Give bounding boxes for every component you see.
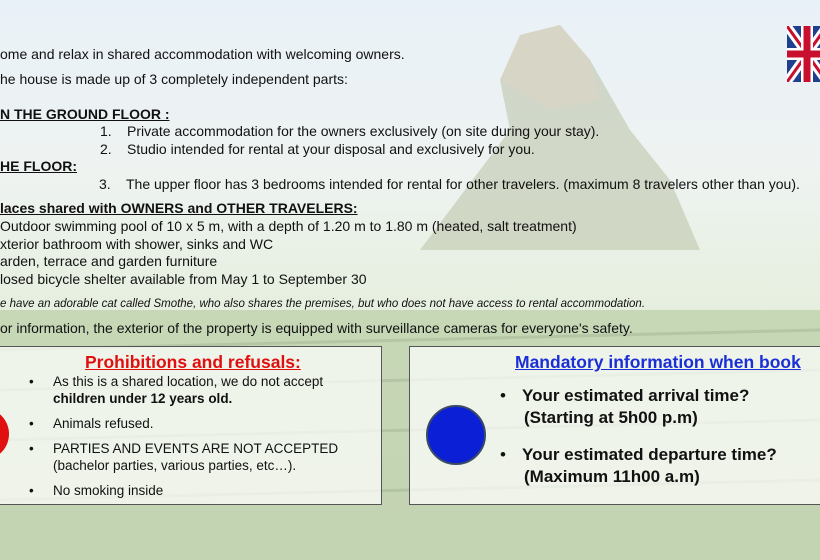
list-number: 1. — [100, 123, 112, 139]
list-item: Outdoor swimming pool of 10 x 5 m, with a depth of 1.20 m to 1.80 m (heated, salt treatment) — [0, 218, 577, 234]
prohibitions-title: Prohibitions and refusals: — [85, 352, 301, 372]
mandatory-text: (Maximum 11h00 a.m) — [524, 467, 700, 486]
prohibition-item-parties — [29, 440, 339, 474]
list-item: xterior bathroom with shower, sinks and WC — [0, 236, 274, 252]
mandatory-item-departure — [500, 444, 777, 488]
mandatory-item-arrival — [500, 385, 750, 429]
list-item: The upper floor has 3 bedrooms intended for rental for other travelers. (maximum 8 travelers other than you). — [126, 176, 800, 192]
bullet: • — [500, 445, 506, 464]
mandatory-text: Your estimated arrival time? — [522, 386, 750, 405]
list-item: Studio intended for rental at your disposal and exclusively for you. — [127, 141, 535, 157]
prohibition-text-bold: children under 12 years old. — [53, 391, 233, 406]
mandatory-text: (Starting at 5h00 p.m) — [524, 408, 698, 427]
list-number: 3. — [99, 176, 111, 192]
prohibition-text: PARTIES AND EVENTS ARE NOT ACCEPTED — [53, 441, 339, 456]
bullet: • — [29, 374, 34, 389]
surveillance-note: or information, the exterior of the property is equipped with surveillance cameras for everyone's safety. — [0, 320, 633, 336]
bullet: • — [29, 483, 34, 498]
mandatory-title: Mandatory information when book — [515, 352, 801, 372]
intro-line-1: ome and relax in shared accommodation with welcoming owners. — [0, 46, 405, 62]
uk-flag-icon[interactable] — [787, 26, 820, 82]
shared-heading: laces shared with OWNERS and OTHER TRAVELERS: — [0, 200, 358, 216]
prohibition-item-children — [29, 373, 324, 407]
prohibitions-box — [0, 346, 382, 505]
prohibition-text: Animals refused. — [53, 416, 154, 431]
list-item: Private accommodation for the owners exclusively (on site during your stay). — [127, 123, 600, 139]
list-number: 2. — [100, 141, 112, 157]
bullet: • — [500, 386, 506, 405]
no-entry-icon — [0, 405, 11, 463]
mandatory-info-box — [409, 346, 820, 505]
cat-note: e have an adorable cat called Smothe, who also shares the premises, but who does not have access to rental accommodation. — [0, 298, 646, 310]
prohibition-text: As this is a shared location, we do not accept — [53, 374, 324, 389]
the-floor-heading: HE FLOOR: — [0, 158, 77, 174]
intro-line-2: he house is made up of 3 completely independent parts: — [0, 71, 348, 87]
bullet: • — [29, 441, 34, 456]
prohibition-item-animals — [29, 415, 154, 432]
prohibition-item-smoking — [29, 482, 164, 499]
ground-floor-heading: N THE GROUND FLOOR : — [0, 106, 170, 122]
prohibition-text: (bachelor parties, various parties, etc…). — [53, 458, 297, 473]
blue-circle-icon — [424, 403, 488, 467]
prohibition-text: No smoking inside — [53, 483, 164, 498]
list-item: losed bicycle shelter available from May 1 to September 30 — [0, 271, 367, 287]
bullet: • — [29, 416, 34, 431]
mandatory-text: Your estimated departure time? — [522, 445, 777, 464]
list-item: arden, terrace and garden furniture — [0, 253, 218, 269]
